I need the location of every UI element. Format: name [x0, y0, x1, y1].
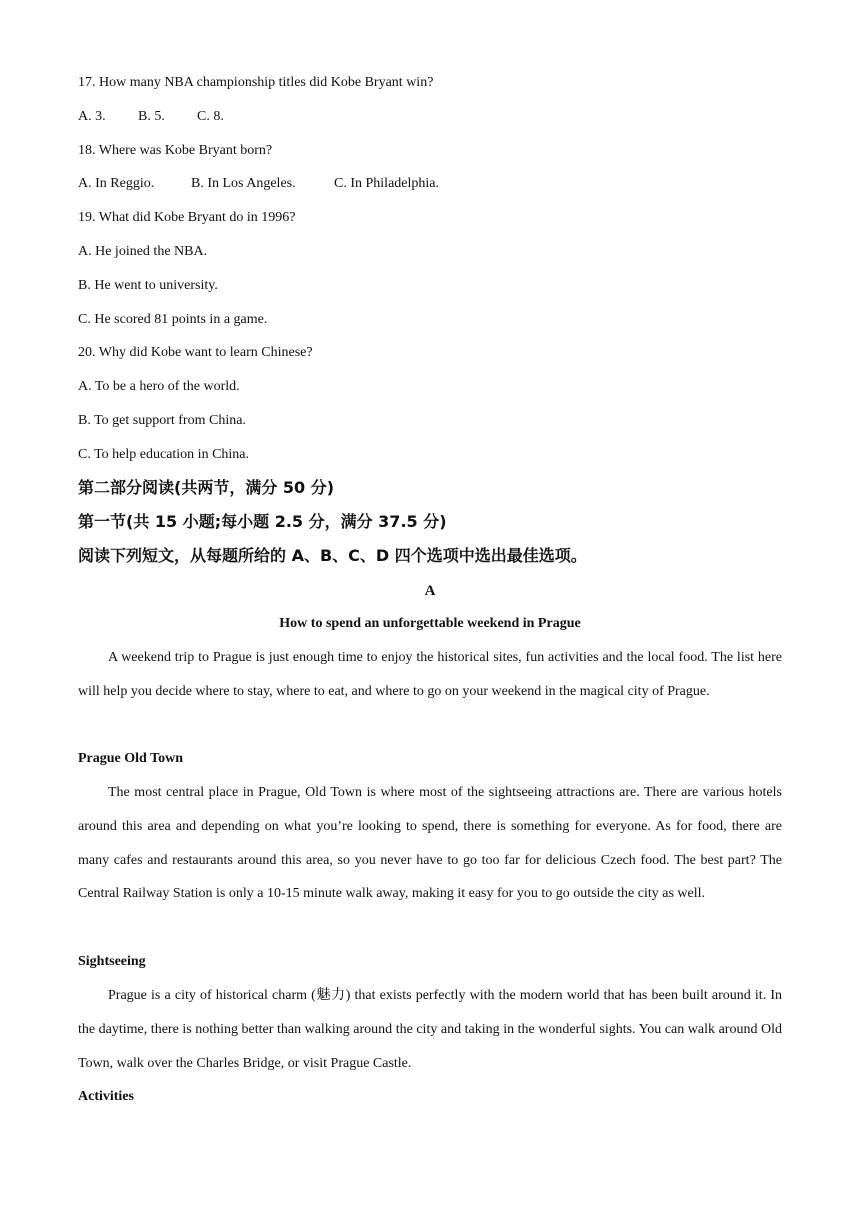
option-b: B. In Los Angeles. — [191, 176, 296, 191]
passage-heading-old-town: Prague Old Town — [78, 751, 184, 766]
question-20-option-a: A. To be a hero of the world. — [78, 379, 240, 394]
option-b: B. 5. — [138, 109, 165, 124]
option-c: C. 8. — [197, 109, 224, 124]
question-20-option-b: B. To get support from China. — [78, 413, 246, 428]
question-19-option-c: C. He scored 81 points in a game. — [78, 312, 268, 327]
passage-paragraph-sightseeing: Prague is a city of historical charm (魅力) that exists perfectly with the modern world that has been built around it. In the daytime, there is nothing better than walking around the city and taking in the wonderful sights. You can walk around Old Town, walk over the Charles Bridge, or visit Prague Castle. — [78, 988, 782, 1071]
passage-paragraph-old-town: The most central place in Prague, Old Town is where most of the sightseeing attractions are. There are various hotels around this area and depending on what you’re looking to spend, there is something for everyone. As for food, there are many cafes and restaurants around this area, so you never have to go too far for delicious Czech food. The best part? The Central Railway Station is only a 10-15 minute walk away, making it easy for you to go outside the city as well. — [78, 785, 782, 902]
passage-heading-sightseeing: Sightseeing — [78, 954, 146, 969]
question-18-options — [78, 174, 439, 194]
passage-title: How to spend an unforgettable weekend in Prague — [279, 616, 581, 631]
question-19-option-b: B. He went to university. — [78, 278, 218, 293]
section-title: 第一节(共 15 小题;每小题 2.5 分，满分 37.5 分) — [78, 512, 447, 531]
passage-intro: A weekend trip to Prague is just enough time to enjoy the historical sites, fun activities and the local food. The list here will help you decide where to stay, where to eat, and where to go on your weekend in the magical city of Prague. — [78, 650, 782, 699]
question-20-stem: 20. Why did Kobe want to learn Chinese? — [78, 345, 313, 360]
option-a: A. 3. — [78, 109, 106, 124]
option-a: A. In Reggio. — [78, 176, 155, 191]
question-19-option-a: A. He joined the NBA. — [78, 244, 208, 259]
question-19-stem: 19. What did Kobe Bryant do in 1996? — [78, 210, 296, 225]
question-17-options — [78, 107, 224, 127]
question-17-stem: 17. How many NBA championship titles did Kobe Bryant win? — [78, 75, 434, 90]
question-20-option-c: C. To help education in China. — [78, 447, 250, 462]
passage-letter: A — [424, 583, 436, 599]
section-instruction: 阅读下列短文，从每题所给的 A、B、C、D 四个选项中选出最佳选项。 — [78, 546, 587, 565]
question-18-stem: 18. Where was Kobe Bryant born? — [78, 143, 273, 158]
option-c: C. In Philadelphia. — [334, 176, 439, 191]
part-title: 第二部分阅读(共两节，满分 50 分) — [78, 478, 335, 497]
passage-heading-activities: Activities — [78, 1089, 134, 1104]
